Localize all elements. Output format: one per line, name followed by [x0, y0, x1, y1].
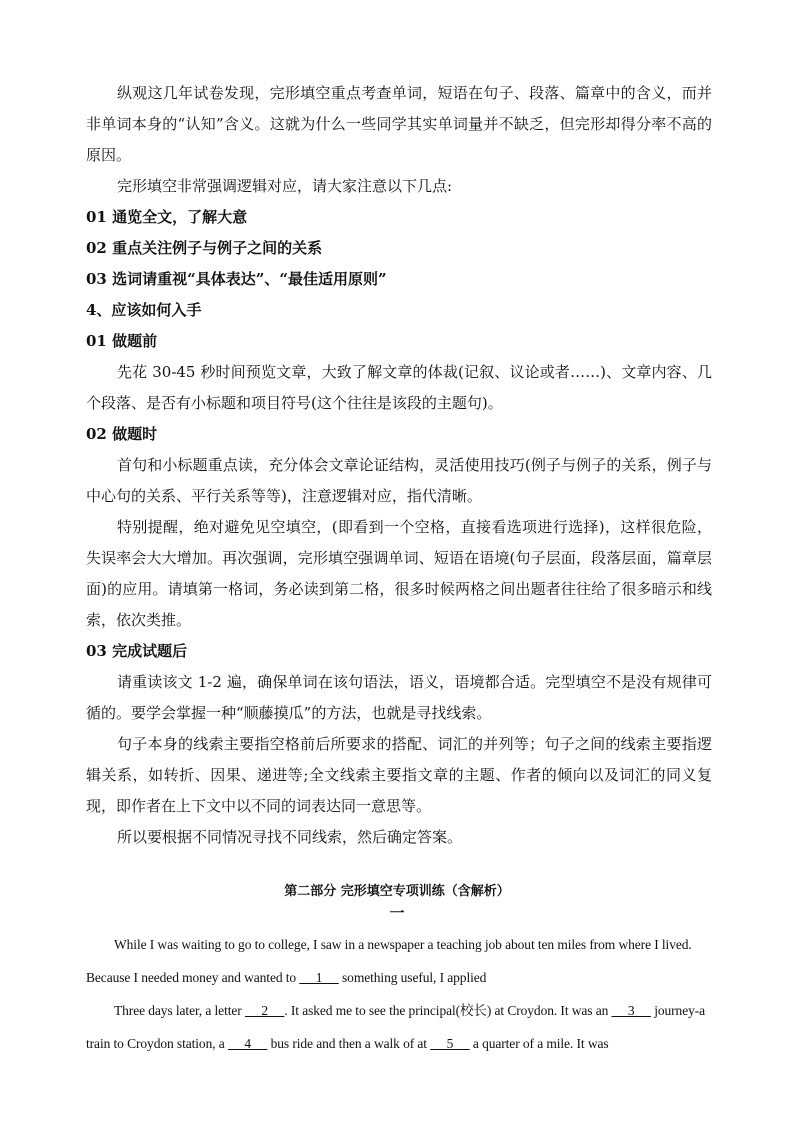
during-heading: 02 做题时	[86, 425, 158, 443]
during-paragraph-2: 特别提醒，绝对避免见空填空，(即看到一个空格，直接看选项进行选择)，这样很危险，失误率会大大增加。再次强调，完形填空强调单词、短语在语境(句子层面，段落层面，篇章层面)的应用。请填第一格词，务必读到第二格，很多时候两格之间出题者往往给了很多暗示和线索，依次类推。	[86, 518, 712, 629]
blank-1: 1	[299, 970, 339, 985]
passage-text: . It asked me to see the principal(校长) at Croydon. It was an	[284, 1003, 612, 1018]
passage-text: Three days later, a letter	[114, 1003, 245, 1018]
passage-text: something useful, I applied	[338, 970, 487, 985]
after-paragraph-2: 句子本身的线索主要指空格前后所要求的搭配、词汇的并列等；句子之间的线索主要指逻辑关系，如转折、因果、递进等;全文线索主要指文章的主题、作者的倾向以及词汇的同义复现，即作者在上下文中以不同的词表达同一意思等。	[86, 735, 712, 815]
before-paragraph: 先花 30-45 秒时间预览文章，大致了解文章的体裁(记叙、议论或者……)、文章内容、几个段落、是否有小标题和项目符号(这个往往是该段的主题句)。	[86, 363, 712, 412]
passage-text: journey-a train to Croydon station, a	[86, 1003, 706, 1051]
intro-paragraph-2: 完形填空非常强调逻辑对应，请大家注意以下几点:	[117, 177, 453, 195]
blank-2: 2	[244, 1003, 285, 1018]
blank-4: 4	[227, 1036, 268, 1051]
passage-text: a quarter of a mile. It was	[469, 1036, 609, 1051]
passage-text: bus ride and then a walk of at	[267, 1036, 431, 1051]
before-heading: 01 做题前	[86, 332, 158, 350]
passage-number: 一	[389, 904, 405, 922]
after-heading: 03 完成试题后	[86, 642, 188, 660]
section-heading: 4、应该如何入手	[86, 301, 202, 319]
passage-paragraph-2	[86, 994, 712, 1060]
part-title: 第二部分 完形填空专项训练（含解析）	[284, 884, 510, 899]
point-1: 01 通览全文，了解大意	[86, 208, 248, 226]
passage-paragraph-1	[86, 928, 712, 994]
after-paragraph-3: 所以要根据不同情况寻找不同线索，然后确定答案。	[117, 828, 463, 846]
blank-3: 3	[611, 1003, 651, 1018]
during-paragraph-1: 首句和小标题重点读，充分体会文章论证结构，灵活使用技巧(例子与例子的关系，例子与中心句的关系、平行关系等等)，注意逻辑对应，指代清晰。	[86, 456, 712, 505]
blank-5: 5	[430, 1036, 470, 1051]
point-3: 03 选词请重视“具体表达”、“最佳适用原则”	[86, 270, 387, 288]
intro-paragraph-1: 纵观这几年试卷发现，完形填空重点考查单词，短语在句子、段落、篇章中的含义，而并非单词本身的“认知”含义。这就为什么一些同学其实单词量并不缺乏，但完形却得分率不高的原因。	[86, 84, 712, 164]
passage-text: While I was waiting to go to college, I saw in a newspaper a teaching job about ten miles from where I lived. Because I needed money and wanted to	[86, 937, 692, 985]
after-paragraph-1: 请重读该文 1-2 遍，确保单词在该句语法，语义，语境都合适。完型填空不是没有规律可循的。要学会掌握一种“顺藤摸瓜”的方法，也就是寻找线索。	[86, 673, 712, 722]
point-2: 02 重点关注例子与例子之间的关系	[86, 239, 323, 257]
